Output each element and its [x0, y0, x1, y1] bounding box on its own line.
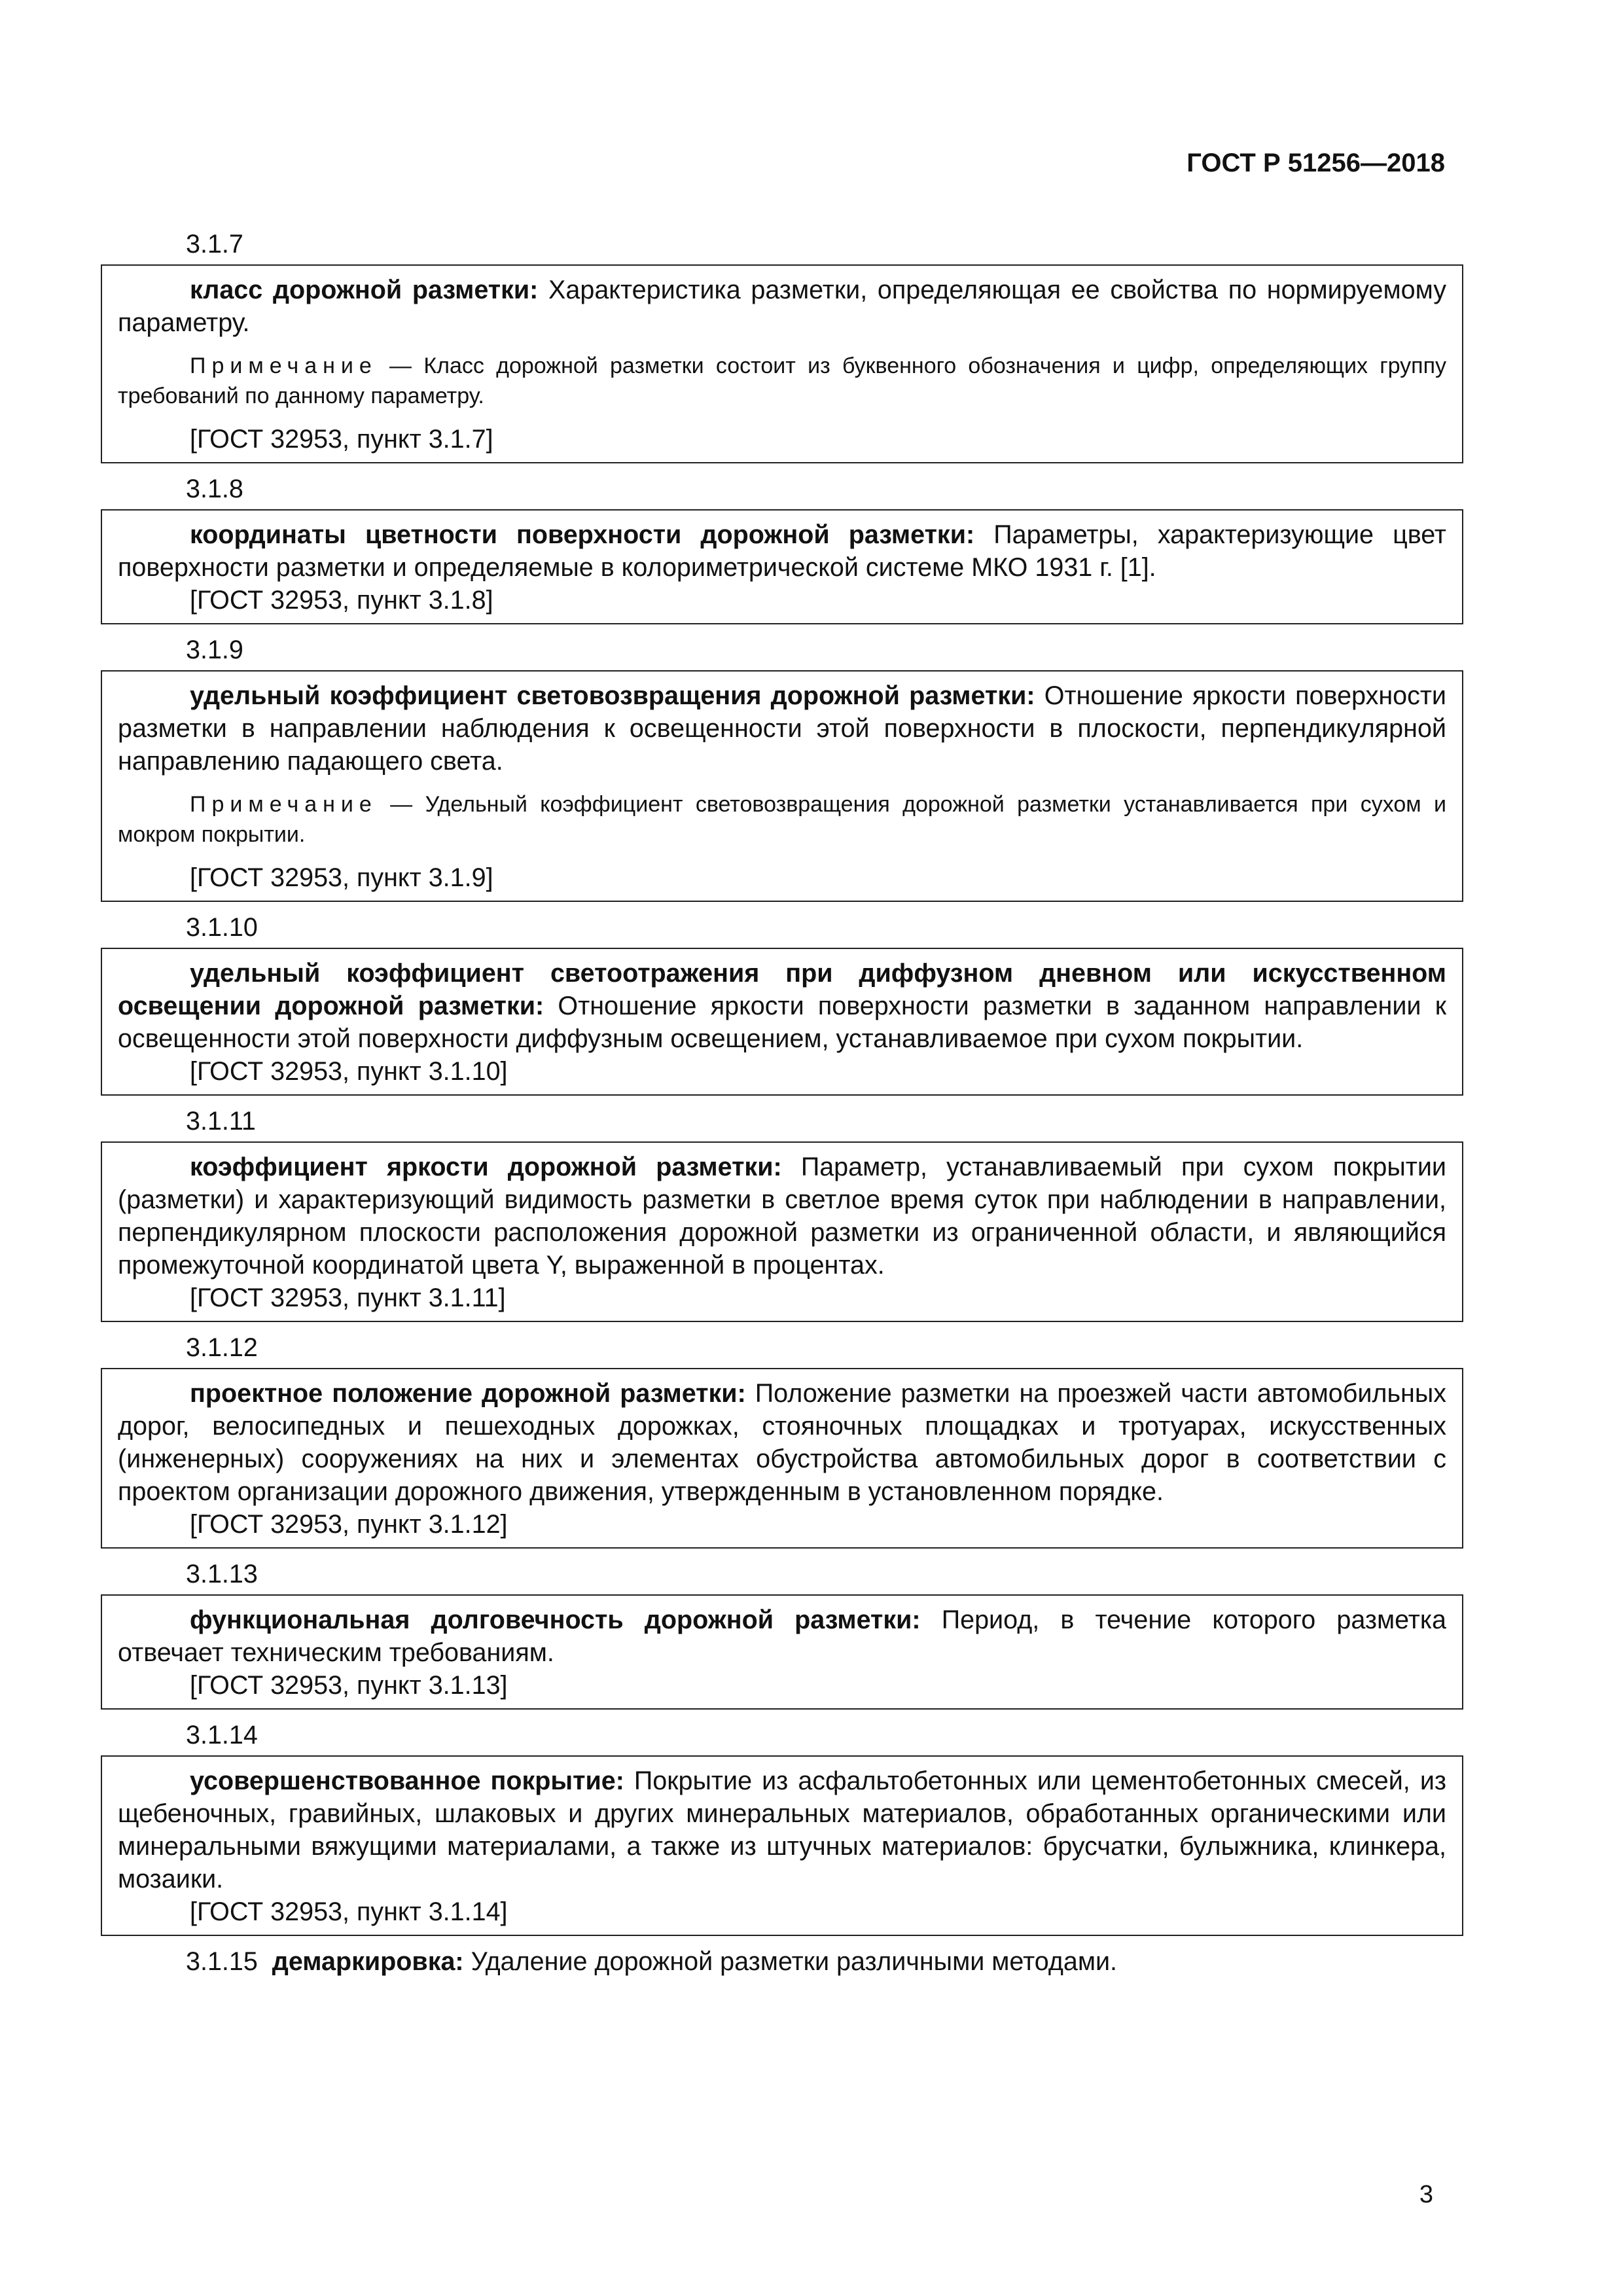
term-name: удельный коэффициент световозвращения дорожной разметки:: [190, 681, 1035, 710]
term-reference: [ГОСТ 32953, пункт 3.1.8]: [190, 586, 493, 615]
term-definition: [118, 1377, 1446, 1508]
term-name: усовершенствованное покрытие:: [190, 1767, 624, 1795]
term-note: [118, 789, 1446, 850]
term-box: [101, 1594, 1463, 1710]
term-number: 3.1.10: [186, 913, 258, 942]
term-reference: [ГОСТ 32953, пункт 3.1.12]: [190, 1510, 508, 1539]
definition-text: Характеристика разметки, определяющая ее свойства по нормируемому параметру.: [118, 276, 1446, 337]
term-box: [101, 1368, 1463, 1549]
term-number: 3.1.8: [186, 475, 243, 503]
document-code: ГОСТ Р 51256—2018: [1186, 149, 1445, 177]
term-definition: [118, 1151, 1446, 1282]
term-box: [101, 1755, 1463, 1936]
term-name: удельный коэффициент светоотражения при диффузном дневном или искусственном освещении дорожной разметки:: [118, 959, 1446, 1020]
term-reference: [ГОСТ 32953, пункт 3.1.13]: [190, 1671, 508, 1700]
term-name: демаркировка:: [272, 1947, 464, 1976]
term-reference: [ГОСТ 32953, пункт 3.1.11]: [190, 1283, 506, 1312]
term-definition: [118, 679, 1446, 778]
term-name: функциональная долговечность дорожной разметки:: [190, 1605, 921, 1634]
term-unboxed: [186, 1941, 1463, 1982]
term-reference: [ГОСТ 32953, пункт 3.1.9]: [190, 863, 493, 892]
term-reference: [ГОСТ 32953, пункт 3.1.14]: [190, 1897, 508, 1926]
definition-text: Покрытие из асфальтобетонных или цементобетонных смесей, из щебеночных, гравийных, шлаковых и других минеральных материалов, обработанных органическими или минеральными вяжущими материалами, а также из штучных материалов: брусчатки, булыжника, клинкера, мозаики.: [118, 1767, 1446, 1893]
definition-text: Параметр, устанавливаемый при сухом покрытии (разметки) и характеризующий видимость разметки в светлое время суток при наблюдении в направлении, перпендикулярном плоскости расположения дорожной разметки из ограниченной области, и являющийся промежуточной координатой цвета Y, выраженной в процентах.: [118, 1153, 1446, 1280]
term-number: 3.1.15: [186, 1947, 258, 1976]
term-reference: [ГОСТ 32953, пункт 3.1.10]: [190, 1057, 508, 1086]
term-box: [101, 670, 1463, 902]
term-definition: [118, 274, 1446, 339]
definition-text: Отношение яркости поверхности разметки в заданном направлении к освещенности этой поверхности диффузным освещением, устанавливаемое при сухом покрытии.: [118, 992, 1446, 1053]
term-box: [101, 1141, 1463, 1322]
terms-list: [101, 224, 1463, 1982]
term-number: 3.1.14: [186, 1721, 258, 1749]
definition-text: Удаление дорожной разметки различными методами.: [463, 1947, 1118, 1976]
term-number: 3.1.11: [186, 1107, 256, 1136]
definition-text: Отношение яркости поверхности разметки в направлении наблюдения к освещенности этой поверхности в плоскости, перпендикулярной направлению падающего света.: [118, 681, 1447, 776]
term-name: класс дорожной разметки:: [190, 276, 539, 304]
definition-text: Параметры, характеризующие цвет поверхности разметки и определяемые в колориметрической системе МКО 1931 г. [1].: [118, 520, 1447, 582]
term-number: 3.1.12: [186, 1333, 258, 1362]
term-number: 3.1.7: [186, 230, 243, 259]
term-reference: [ГОСТ 32953, пункт 3.1.7]: [190, 425, 493, 454]
term-note: [118, 351, 1446, 411]
term-definition: [118, 1765, 1446, 1895]
term-number: 3.1.9: [186, 636, 243, 664]
term-name: проектное положение дорожной разметки:: [190, 1379, 746, 1408]
term-name: координаты цветности поверхности дорожной разметки:: [190, 520, 975, 549]
term-number: 3.1.13: [186, 1560, 258, 1588]
definition-text: Период, в течение которого разметка отвечает техническим требованиям.: [118, 1605, 1446, 1667]
term-definition: [118, 518, 1446, 584]
term-definition: [118, 957, 1446, 1055]
term-name: коэффициент яркости дорожной разметки:: [190, 1153, 782, 1181]
note-label: Примечание: [190, 353, 378, 378]
definition-text: Положение разметки на проезжей части автомобильных дорог, велосипедных и пешеходных дорожках, стояночных площадках и тротуарах, искусственных (инженерных) сооружениях на них и элементах обустройства автомобильных дорог в соответствии с проектом организации дорожного движения, утвержденным в установленном порядке.: [118, 1379, 1446, 1506]
note-text: — Класс дорожной разметки состоит из буквенного обозначения и цифр, определяющих группу требований по данному параметру.: [118, 353, 1446, 408]
term-definition: [118, 1604, 1446, 1669]
term-box: [101, 948, 1463, 1096]
note-label: Примечание: [190, 792, 378, 817]
term-box: [101, 509, 1463, 624]
page-number: 3: [1419, 2181, 1433, 2208]
term-box: [101, 264, 1463, 463]
note-text: — Удельный коэффициент световозвращения дорожной разметки устанавливается при сухом и мокром покрытии.: [118, 792, 1446, 847]
